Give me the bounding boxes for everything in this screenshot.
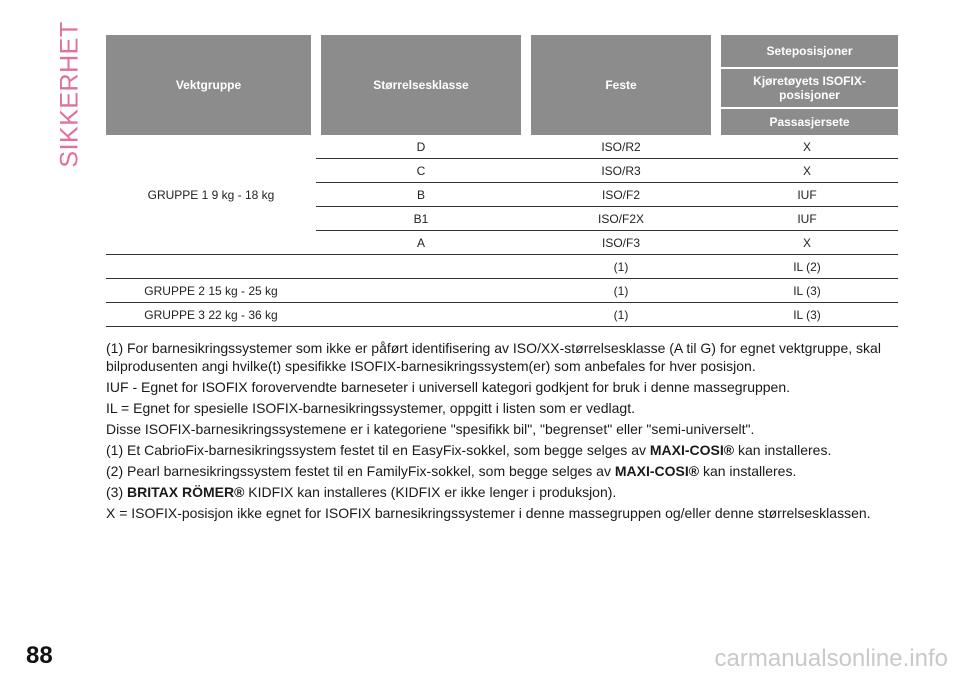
cell-seat: X (716, 135, 898, 159)
table-row (106, 135, 898, 159)
cell-fixture: ISO/F2 (526, 183, 716, 207)
note-cabriofix: (1) Et CabrioFix-barnesikringssystem festet til en EasyFix-sokkel, som begge selges av MAXI-COSI® kan installeres. (106, 441, 832, 458)
isofix-table (106, 35, 898, 327)
cell-size: D (316, 135, 526, 159)
group1-label: GRUPPE 1 9 kg - 18 kg (106, 135, 316, 255)
cell-seat: IL (3) (716, 303, 898, 327)
note-categories: Disse ISOFIX-barnesikringssystemene er i kategoriene "spesifikk bil", "begrenset" eller "semi-universelt". (106, 420, 755, 437)
cell-fixture: (1) (526, 303, 716, 327)
note-il: IL = Egnet for spesielle ISOFIX-barnesikringssystemer, oppgitt i listen som er vedlagt. (106, 399, 635, 416)
table-row (106, 255, 898, 279)
cell-fixture: ISO/F3 (526, 231, 716, 255)
cell-size (316, 303, 526, 327)
cell-size: B1 (316, 207, 526, 231)
header-passenger-seat: Passasjersete (716, 108, 898, 135)
cell-fixture: ISO/R2 (526, 135, 716, 159)
cell-seat: IL (2) (716, 255, 898, 279)
note-1: (1) For barnesikringssystemer som ikke er påført identifisering av ISO/XX-størrelsesklasse (A til G) for egnet vektgruppe, skal bilprodusenten angi hvilke(t) spesifikke ISOFIX-barnesikringssystem(er) som anbefales for hver posisjon. (106, 340, 881, 374)
cell-fixture: (1) (526, 255, 716, 279)
group2-label: GRUPPE 2 15 kg - 25 kg (106, 279, 316, 303)
brand-maxi-cosi: MAXI-COSI® (649, 441, 735, 458)
footnotes (106, 340, 906, 526)
brand-maxi-cosi: MAXI-COSI® (614, 462, 700, 479)
table-row (106, 279, 898, 303)
header-weight-group: Vektgruppe (106, 35, 316, 135)
table-row (106, 303, 898, 327)
cell-size: C (316, 159, 526, 183)
note-iuf: IUF - Egnet for ISOFIX forovervendte barneseter i universell kategori godkjent for bruk i denne massegruppen. (106, 378, 791, 395)
header-fixture: Feste (526, 35, 716, 135)
cell-seat: X (716, 231, 898, 255)
group3-label: GRUPPE 3 22 kg - 36 kg (106, 303, 316, 327)
cell-seat: IL (3) (716, 279, 898, 303)
cell-size (316, 255, 526, 279)
header-size-class: Størrelsesklasse (316, 35, 526, 135)
cell-size (316, 279, 526, 303)
watermark: carmanualsonline.info (714, 645, 948, 672)
section-title: SIKKERHET (55, 20, 84, 168)
cell-fixture: ISO/R3 (526, 159, 716, 183)
cell-size: A (316, 231, 526, 255)
table-header-row (106, 35, 898, 68)
cell-fixture: (1) (526, 279, 716, 303)
cell-size: B (316, 183, 526, 207)
note-pearl: (2) Pearl barnesikringssystem festet til en FamilyFix-sokkel, som begge selges av MAXI-COSI® kan installeres. (106, 462, 797, 479)
cell-seat: X (716, 159, 898, 183)
cell-group-empty (106, 255, 316, 279)
brand-britax-romer: BRITAX RÖMER® (127, 483, 245, 500)
cell-seat: IUF (716, 207, 898, 231)
cell-seat: IUF (716, 183, 898, 207)
header-seat-positions: Seteposisjoner (716, 35, 898, 68)
header-vehicle-isofix: Kjøretøyets ISOFIX-posisjoner (716, 68, 898, 108)
note-kidfix: (3) BRITAX RÖMER® KIDFIX kan installeres (KIDFIX er ikke lenger i produksjon). (106, 483, 617, 500)
cell-fixture: ISO/F2X (526, 207, 716, 231)
note-x: X = ISOFIX-posisjon ikke egnet for ISOFIX barnesikringssystemer i denne massegruppen og/eller denne størrelsesklassen. (106, 504, 871, 521)
page-number: 88 (26, 642, 53, 669)
